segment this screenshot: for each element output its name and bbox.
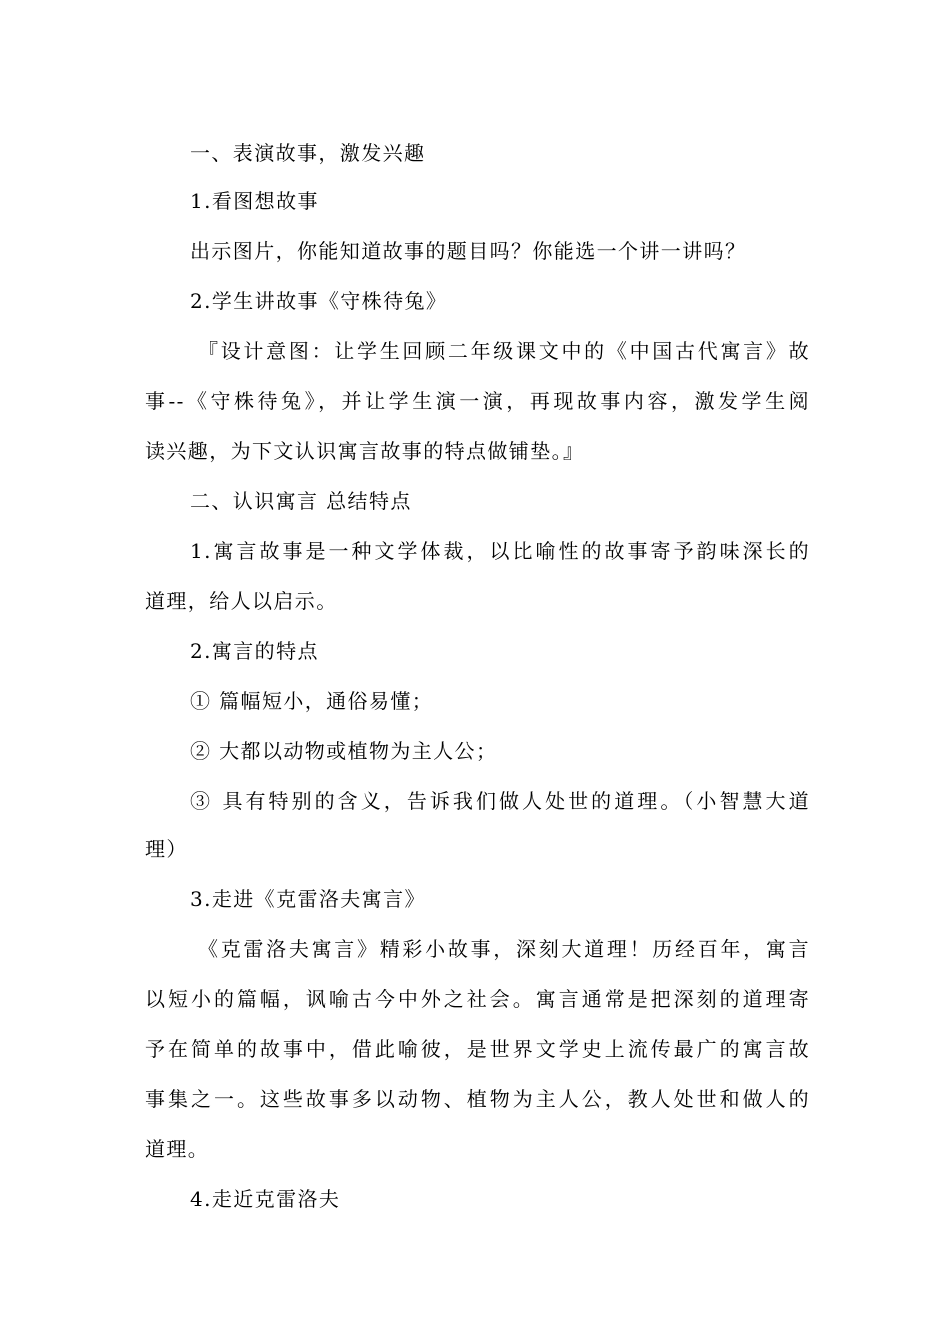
subheading-student-story: 2.学生讲故事《守株待兔》 — [190, 289, 448, 313]
heading-section-1: 一、表演故事，激发兴趣 — [190, 141, 426, 165]
list-item-continuation: 理） — [145, 837, 188, 861]
design-intent-line: 『设计意图：让学生回顾二年级课文中的《中国古代寓言》故 — [198, 339, 810, 363]
subheading-look-and-think: 1.看图想故事 — [190, 189, 319, 213]
design-intent-line: 读兴趣，为下文认识寓言故事的特点做铺垫。』 — [145, 439, 585, 463]
paragraph-line: 予在简单的故事中，借此喻彼，是世界文学史上流传最广的寓言故 — [145, 1037, 810, 1061]
paragraph-line: 1.寓言故事是一种文学体裁，以比喻性的故事寄予韵味深长的 — [190, 539, 810, 563]
list-item: ① 篇幅短小，通俗易懂； — [190, 689, 434, 713]
paragraph-line: 道理。 — [145, 1137, 210, 1161]
list-item: ③ 具有特别的含义，告诉我们做人处世的道理。（小智慧大道 — [190, 789, 810, 813]
paragraph-line: 《克雷洛夫寓言》精彩小故事，深刻大道理！历经百年，寓言 — [198, 937, 810, 961]
paragraph-line: 以短小的篇幅，讽喻古今中外之社会。寓言通常是把深刻的道理寄 — [145, 987, 810, 1011]
subheading-features: 2.寓言的特点 — [190, 639, 319, 663]
subheading-krylov-fables: 3.走进《克雷洛夫寓言》 — [190, 887, 426, 911]
list-item: ② 大都以动物或植物为主人公； — [190, 739, 498, 763]
paragraph-line: 道理，给人以启示。 — [145, 589, 338, 613]
paragraph-line: 出示图片，你能知道故事的题目吗？你能选一个讲一讲吗？ — [190, 239, 747, 263]
design-intent-line: 事--《守株待兔》，并让学生演一演，再现故事内容，激发学生阅 — [145, 389, 810, 413]
heading-section-2: 二、认识寓言 总结特点 — [190, 489, 412, 513]
subheading-krylov: 4.走近克雷洛夫 — [190, 1187, 341, 1211]
paragraph-line: 事集之一。这些故事多以动物、植物为主人公，教人处世和做人的 — [145, 1087, 810, 1111]
